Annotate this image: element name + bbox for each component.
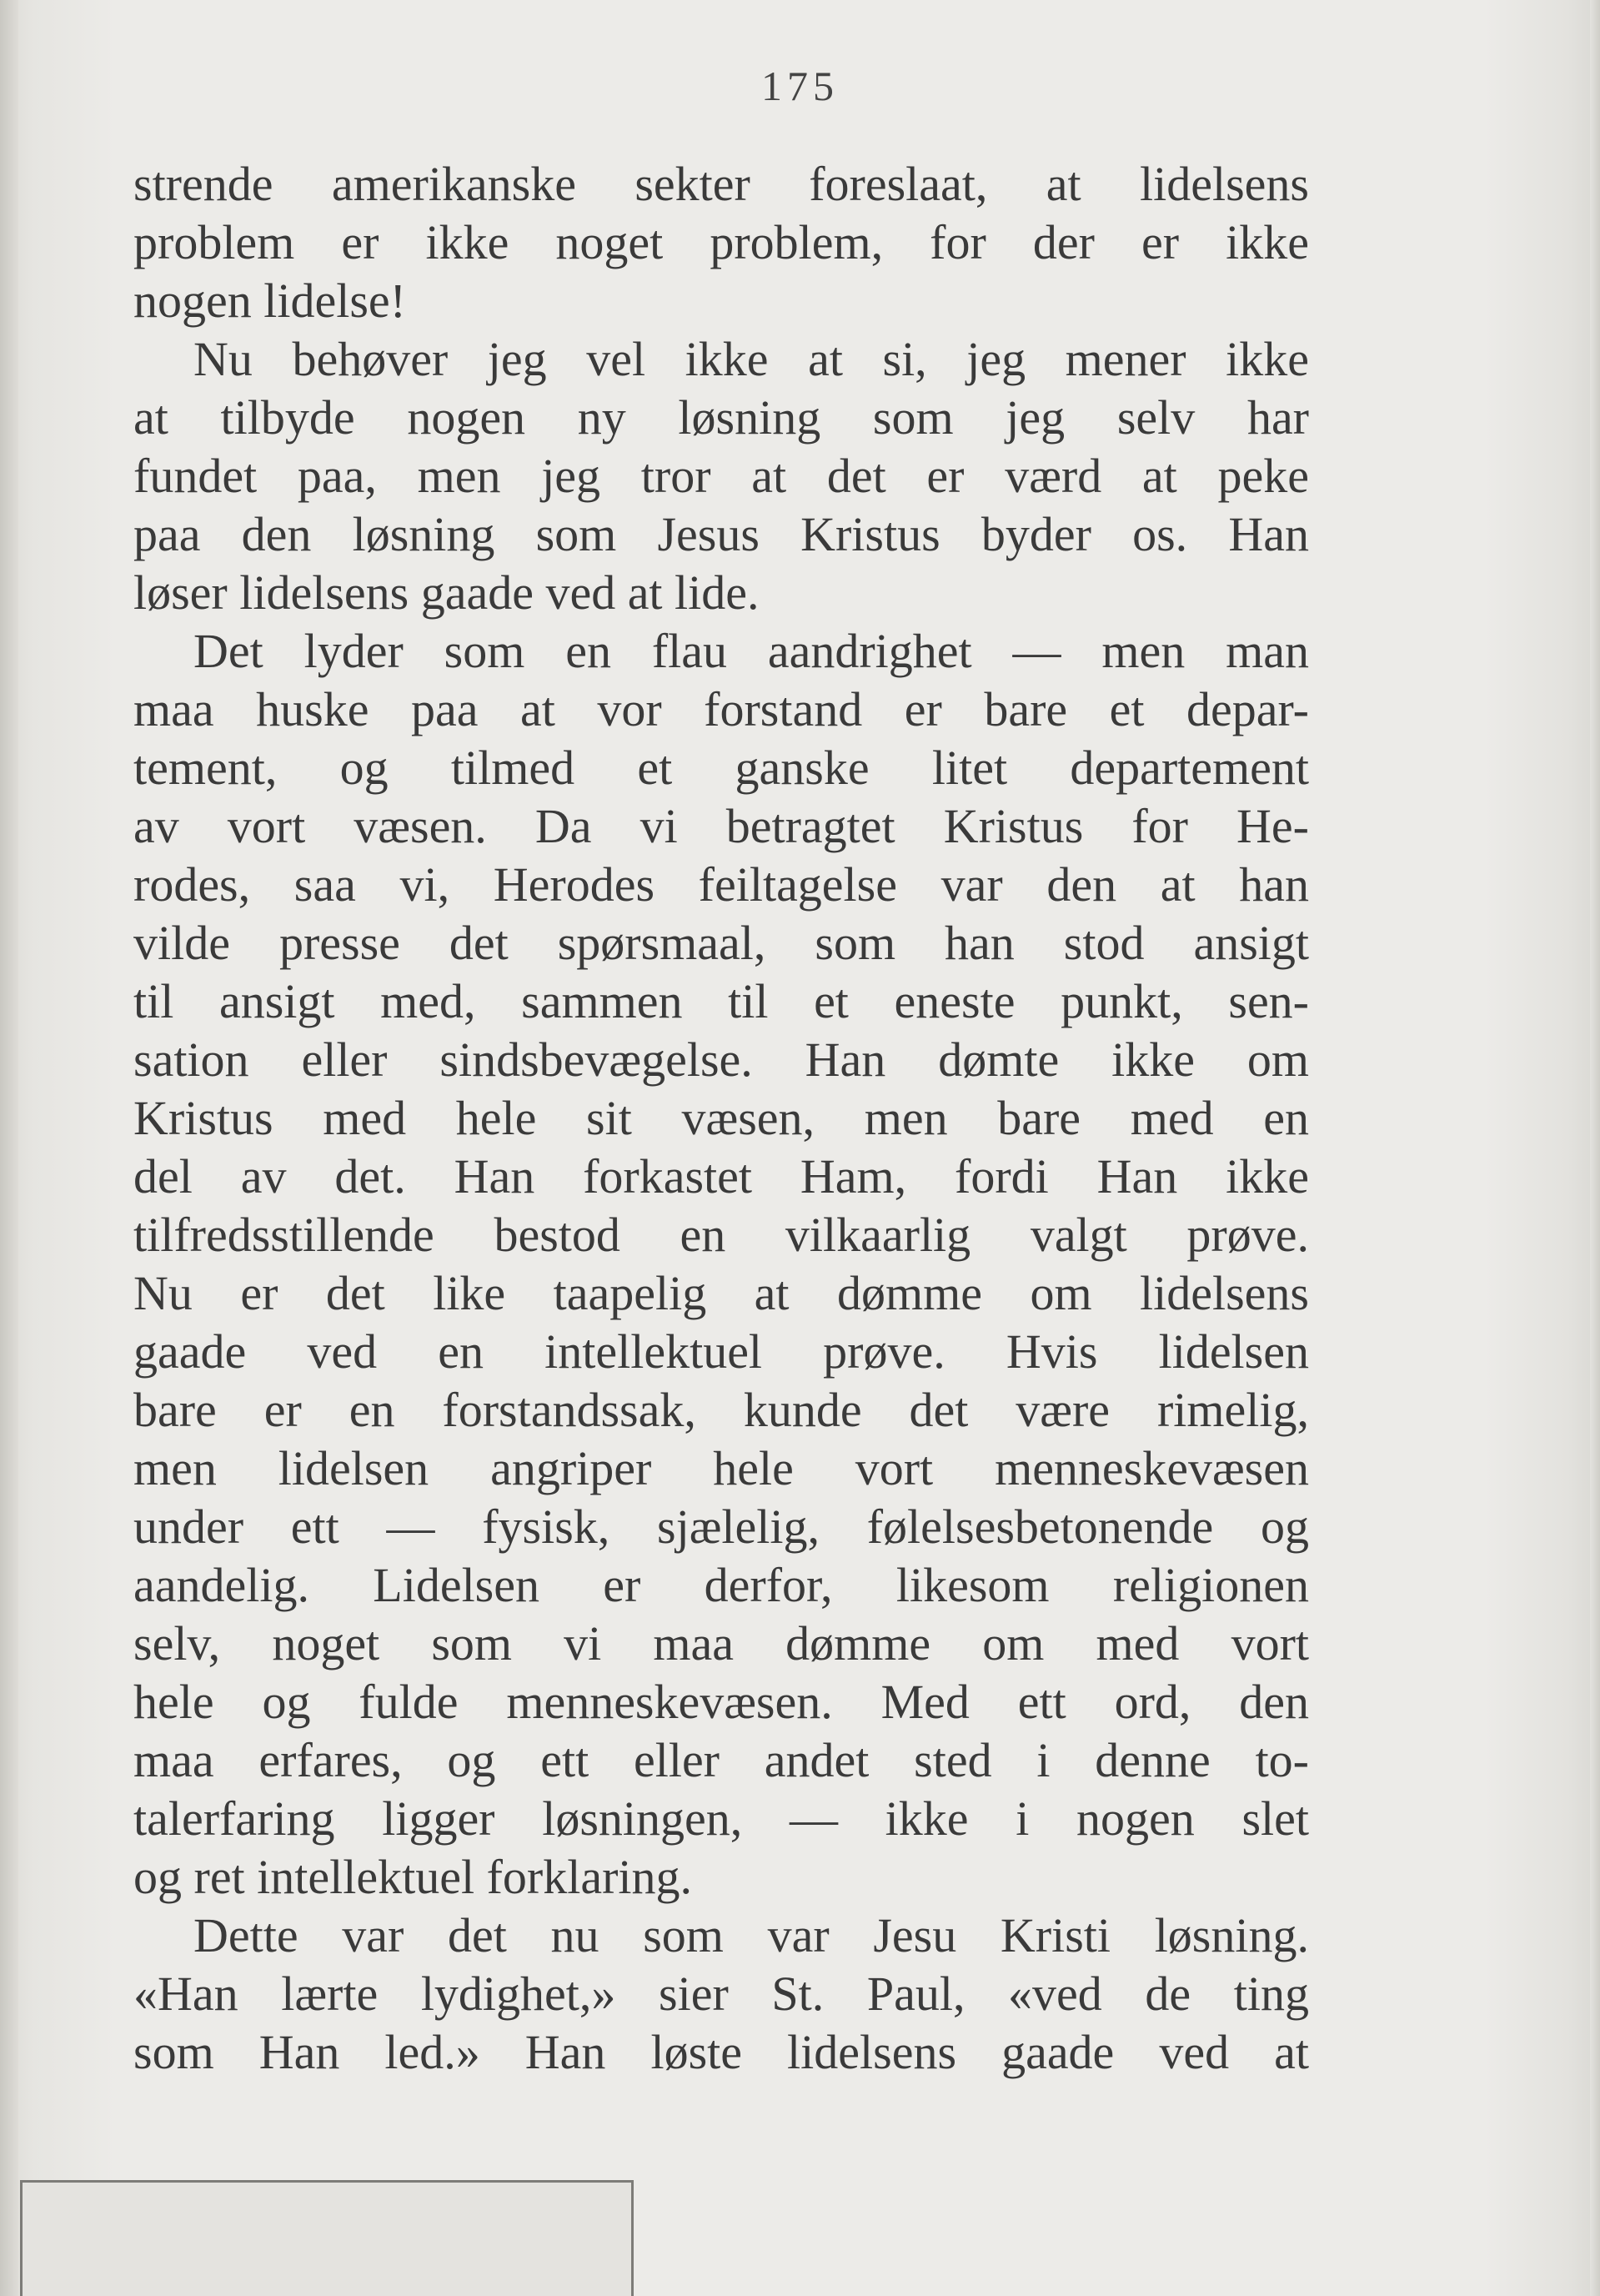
text-line: til ansigt med, sammen til et eneste punkt, sen- bbox=[133, 974, 1309, 1028]
text-line: maa erfares, og ett eller andet sted i denne to- bbox=[133, 1733, 1309, 1787]
text-line: men lidelsen angriper hele vort menneskevæsen bbox=[133, 1441, 1309, 1495]
text-line: at tilbyde nogen ny løsning som jeg selv har bbox=[133, 390, 1309, 445]
text-line: under ett — fysisk, sjælelig, følelsesbetonende og bbox=[133, 1500, 1309, 1554]
body-text bbox=[133, 155, 1309, 2082]
text-line: Nu behøver jeg vel ikke at si, jeg mener ikke bbox=[193, 332, 1309, 386]
text-line: del av det. Han forkastet Ham, fordi Han ikke bbox=[133, 1149, 1309, 1203]
text-line: fundet paa, men jeg tror at det er værd at peke bbox=[133, 449, 1309, 503]
text-line: som Han led.» Han løste lidelsens gaade ved at bbox=[133, 2025, 1309, 2079]
text-line: bare er en forstandssak, kunde det være rimelig, bbox=[133, 1383, 1309, 1437]
page-number: 175 bbox=[761, 63, 839, 109]
text-line: hele og fulde menneskevæsen. Med ett ord, den bbox=[133, 1675, 1309, 1729]
text-line: maa huske paa at vor forstand er bare et depar- bbox=[133, 682, 1309, 736]
text-line: problem er ikke noget problem, for der er ikke bbox=[133, 215, 1309, 269]
text-line: tilfredsstillende bestod en vilkaarlig valgt prøve. bbox=[133, 1208, 1309, 1262]
text-line: aandelig. Lidelsen er derfor, likesom religionen bbox=[133, 1558, 1309, 1612]
text-line: Nu er det like taapelig at dømme om lidelsens bbox=[133, 1266, 1309, 1320]
text-line: Kristus med hele sit væsen, men bare med en bbox=[133, 1091, 1309, 1145]
text-line: talerfaring ligger løsningen, — ikke i nogen slet bbox=[133, 1791, 1309, 1846]
text-line: «Han lærte lydighet,» sier St. Paul, «ved de ting bbox=[133, 1967, 1309, 2021]
text-line: Det lyder som en flau aandrighet — men man bbox=[193, 624, 1309, 678]
text-line: nogen lidelse! bbox=[133, 274, 406, 328]
text-line: av vort væsen. Da vi betragtet Kristus for He- bbox=[133, 799, 1309, 853]
text-line: vilde presse det spørsmaal, som han stod ansigt bbox=[133, 916, 1309, 970]
text-line: gaade ved en intellektuel prøve. Hvis lidelsen bbox=[133, 1324, 1309, 1379]
page-edge bbox=[1590, 0, 1600, 2296]
text-line: løser lidelsens gaade ved at lide. bbox=[133, 565, 760, 620]
library-label bbox=[20, 2180, 634, 2296]
text-line: rodes, saa vi, Herodes feiltagelse var den at han bbox=[133, 857, 1309, 912]
text-line: strende amerikanske sekter foreslaat, at lidelsens bbox=[133, 157, 1309, 211]
binding-edge bbox=[0, 0, 18, 2296]
text-line: tement, og tilmed et ganske litet departement bbox=[133, 741, 1309, 795]
text-line: selv, noget som vi maa dømme om med vort bbox=[133, 1616, 1309, 1671]
text-line: og ret intellektuel forklaring. bbox=[133, 1850, 693, 1904]
text-line: Dette var det nu som var Jesu Kristi løsning. bbox=[193, 1908, 1309, 1962]
text-line: paa den løsning som Jesus Kristus byder os. Han bbox=[133, 507, 1309, 561]
text-line: sation eller sindsbevægelse. Han dømte ikke om bbox=[133, 1032, 1309, 1087]
